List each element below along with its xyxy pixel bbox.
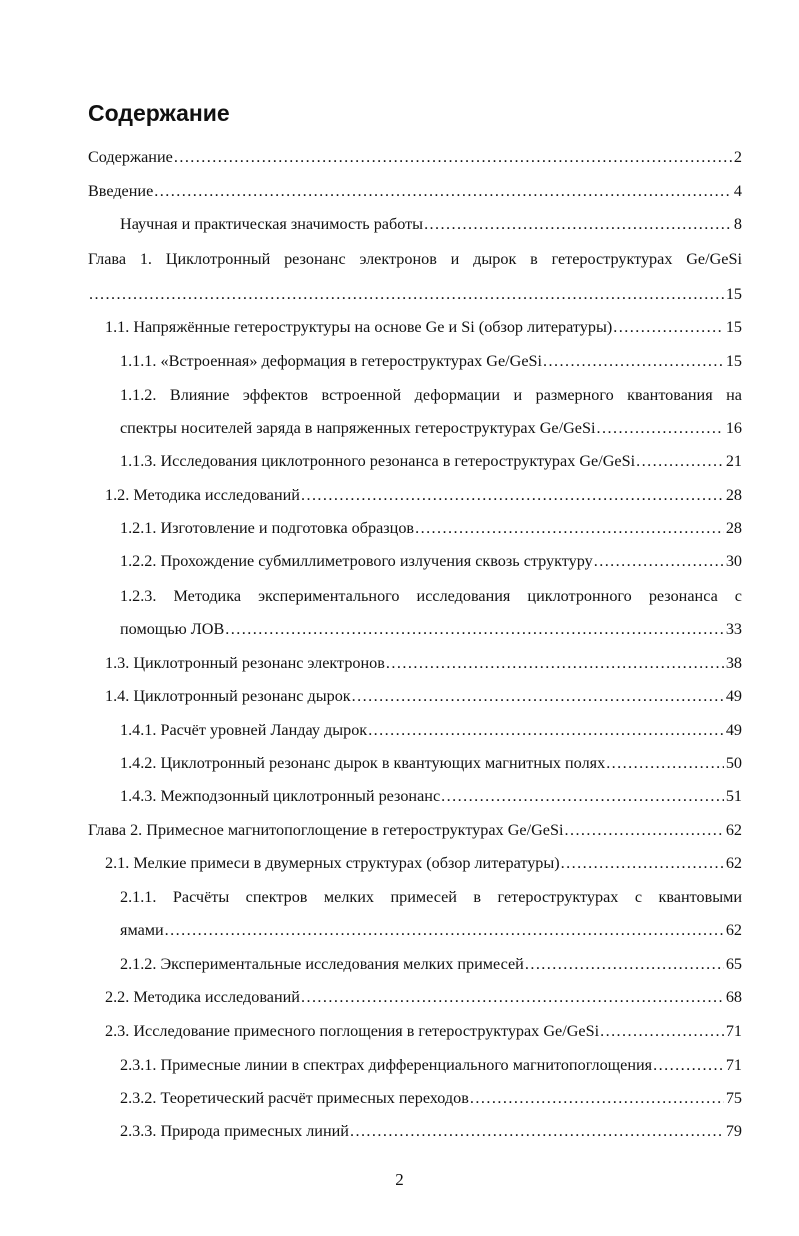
leader-dots	[635, 449, 724, 473]
toc-entry-page: 65	[725, 955, 742, 973]
leader-dots	[599, 1019, 724, 1043]
leader-dots	[652, 1053, 724, 1077]
toc-entry-page: 4	[733, 182, 742, 200]
toc-entry-title: 2.1. Мелкие примеси в двумерных структурах (обзор литературы)	[105, 854, 560, 872]
leader-dots	[88, 282, 724, 306]
toc-entry-page: 28	[725, 519, 742, 537]
toc-entry-page: 49	[725, 687, 742, 705]
toc-entry-page: 8	[733, 215, 742, 233]
toc-entry-page: 21	[725, 452, 742, 470]
leader-dots	[414, 516, 724, 540]
toc-entry-title: 1.4.3. Межподзонный циклотронный резонанс	[120, 787, 441, 805]
leader-dots	[351, 684, 724, 708]
toc-entry-page: 79	[725, 1122, 742, 1140]
leader-dots	[469, 1086, 724, 1110]
toc-entry[interactable]	[120, 784, 742, 808]
toc-entry-page: 51	[725, 787, 742, 805]
toc-entry-line1[interactable]: 2.1.1. Расчёты спектров мелких примесей в гетероструктурах с квантовыми	[120, 888, 742, 906]
toc-entry-title: Глава 2. Примесное магнитопоглощение в гетероструктурах Ge/GeSi	[88, 821, 564, 839]
leader-dots	[440, 784, 724, 808]
toc-entry-page: 30	[725, 552, 742, 570]
leader-dots	[164, 918, 724, 942]
toc-entry-title: Введение	[88, 182, 154, 200]
toc-entry-line1[interactable]: 1.2.3. Методика экспериментального исследования циклотронного резонанса с	[120, 587, 742, 605]
toc-entry-line2[interactable]	[120, 918, 742, 942]
toc-entry-title: Научная и практическая значимость работы	[120, 215, 424, 233]
toc-entry-title: 1.2. Методика исследований	[105, 486, 300, 504]
toc-entry[interactable]	[105, 985, 742, 1009]
toc-entry-page: 33	[725, 620, 742, 638]
toc-entry[interactable]	[105, 483, 742, 507]
toc-entry-page: 15	[725, 318, 742, 336]
leader-dots	[595, 416, 723, 440]
toc-entry[interactable]	[88, 818, 742, 842]
toc-entry-page: 75	[725, 1089, 742, 1107]
leader-dots	[173, 145, 732, 169]
toc-entry[interactable]	[120, 1086, 742, 1110]
leader-dots	[300, 483, 724, 507]
leader-dots	[560, 851, 724, 875]
toc-entry-title: 2.3.3. Природа примесных линий	[120, 1122, 349, 1140]
leader-dots	[224, 617, 724, 641]
toc-entry-page: 49	[725, 721, 742, 739]
toc-entry[interactable]	[105, 315, 742, 339]
toc-entry-title: 1.4.1. Расчёт уровней Ландау дырок	[120, 721, 368, 739]
leader-dots	[612, 315, 724, 339]
toc-entry[interactable]	[105, 1019, 742, 1043]
toc-entry-title: Содержание	[88, 148, 173, 166]
toc-entry-title: 2.2. Методика исследований	[105, 988, 300, 1006]
toc-entry-line1[interactable]: Глава 1. Циклотронный резонанс электронов и дырок в гетероструктурах Ge/GeSi	[88, 250, 742, 268]
toc-entry-page: 71	[725, 1022, 742, 1040]
leader-dots	[153, 179, 732, 203]
toc-entry-page: 62	[725, 854, 742, 872]
leader-dots	[385, 651, 724, 675]
leader-dots	[349, 1119, 724, 1143]
toc-entry[interactable]	[120, 718, 742, 742]
toc-entry[interactable]	[120, 349, 742, 373]
toc-entry[interactable]	[120, 1119, 742, 1143]
toc-entry-page: 28	[725, 486, 742, 504]
toc-entry-page: 50	[725, 754, 742, 772]
toc-entry-page: 71	[725, 1056, 742, 1074]
toc-entry-title: 1.1.3. Исследования циклотронного резонанса в гетероструктурах Ge/GeSi	[120, 452, 636, 470]
leader-dots	[423, 212, 732, 236]
toc-entry[interactable]	[105, 684, 742, 708]
toc-entry-title: 1.2.1. Изготовление и подготовка образцов	[120, 519, 415, 537]
toc-entry-page: 38	[725, 654, 742, 672]
page-title: Содержание	[88, 100, 230, 126]
leader-dots	[524, 952, 724, 976]
toc-entry-title: 1.2.2. Прохождение субмиллиметрового излучения сквозь структуру	[120, 552, 593, 570]
toc-entry-title: 1.1.1. «Встроенная» деформация в гетероструктурах Ge/GeSi	[120, 352, 543, 370]
toc-entry-title: 2.3.2. Теоретический расчёт примесных переходов	[120, 1089, 469, 1107]
toc-entry-page: 2	[733, 148, 742, 166]
toc-entry-title: 1.4. Циклотронный резонанс дырок	[105, 687, 351, 705]
toc-entry-page: 62	[725, 821, 742, 839]
toc-entry[interactable]	[120, 516, 742, 540]
toc-entry-title: помощью ЛОВ	[120, 620, 225, 638]
toc-entry-line2[interactable]	[120, 617, 742, 641]
toc-entry[interactable]	[120, 952, 742, 976]
leader-dots	[563, 818, 723, 842]
toc-entry-line1[interactable]: 1.1.2. Влияние эффектов встроенной деформации и размерного квантования на	[120, 386, 742, 404]
toc-entry-title: 1.1. Напряжённые гетероструктуры на основе Ge и Si (обзор литературы)	[105, 318, 613, 336]
toc-entry-title: 2.3. Исследование примесного поглощения в гетероструктурах Ge/GeSi	[105, 1022, 600, 1040]
toc-entry[interactable]	[105, 651, 742, 675]
toc-entry[interactable]	[120, 751, 742, 775]
page-number: 2	[395, 1170, 404, 1189]
toc-entry[interactable]	[105, 851, 742, 875]
toc-entry-page: 15	[725, 352, 742, 370]
toc-entry-page: 16	[725, 419, 742, 437]
toc-entry[interactable]	[120, 1053, 742, 1077]
toc-entry-line2[interactable]	[120, 416, 742, 440]
leader-dots	[593, 549, 724, 573]
toc-entry-title: спектры носителей заряда в напряженных гетероструктурах Ge/GeSi	[120, 419, 596, 437]
toc-entry[interactable]	[120, 449, 742, 473]
toc-entry[interactable]	[120, 549, 742, 573]
toc-entry[interactable]	[88, 179, 742, 203]
toc-entry[interactable]	[88, 145, 742, 169]
leader-dots	[605, 751, 724, 775]
leader-dots	[300, 985, 724, 1009]
toc-entry-title: ямами	[120, 921, 164, 939]
leader-dots	[542, 349, 724, 373]
toc-entry-title: 2.1.2. Экспериментальные исследования мелких примесей	[120, 955, 524, 973]
toc-entry-page: 15	[725, 285, 742, 303]
toc-entry-title: 1.3. Циклотронный резонанс электронов	[105, 654, 385, 672]
toc-entry-title: 1.4.2. Циклотронный резонанс дырок в квантующих магнитных полях	[120, 754, 606, 772]
toc-entry-page: 62	[725, 921, 742, 939]
leader-dots	[367, 718, 724, 742]
toc-entry[interactable]	[120, 212, 742, 236]
toc-entry-title: 2.3.1. Примесные линии в спектрах дифференциального магнитопоглощения	[120, 1056, 653, 1074]
toc-entry-line2[interactable]	[88, 282, 742, 306]
toc-entry-page: 68	[725, 988, 742, 1006]
